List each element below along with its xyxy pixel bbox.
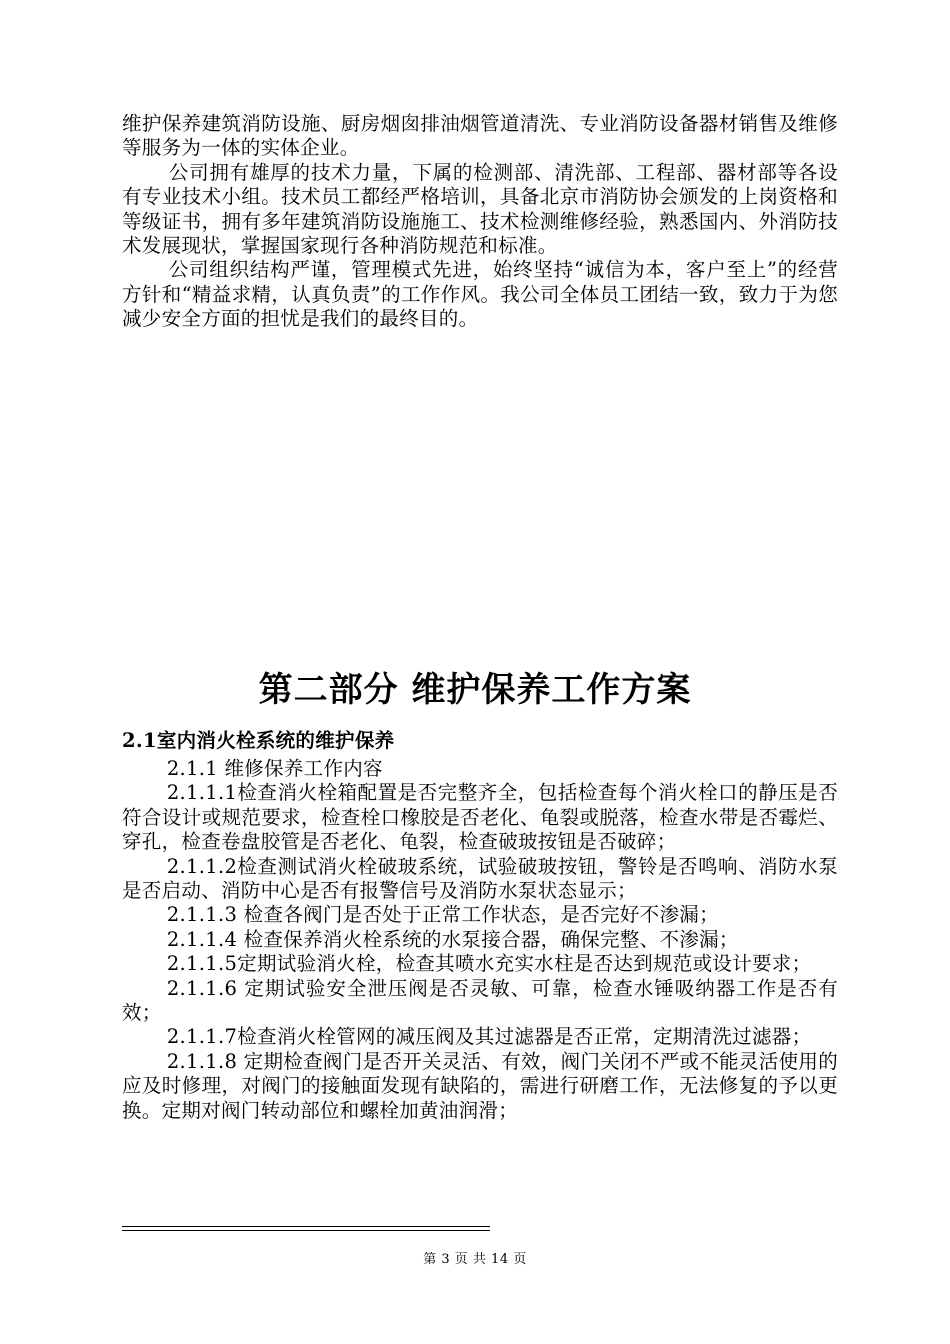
subsection-heading: 2.1.1 维修保养工作内容: [166, 757, 383, 780]
intro-paragraph: 公司拥有雄厚的技术力量，下属的检测部、清洗部、工程部、器材部等各设有专业技术小组。技术员工都经严格培训，具备北京市消防协会颁发的上岗资格和等级证书，拥有多年建筑消防设施施工、技术检测维修经验，熟悉国内、外消防技术发展现状，掌握国家现行各种消防规范和标准。: [122, 160, 838, 258]
intro-paragraph: 公司组织结构严谨，管理模式先进，始终坚持“诚信为本，客户至上”的经营方针和“精益求精，认真负责”的工作作风。我公司全体员工团结一致，致力于为您减少安全方面的担忧是我们的最终目的。: [122, 258, 838, 331]
section-title: 2.1室内消火栓系统的维护保养: [122, 729, 395, 752]
body-paragraph: 2.1.1.6 定期试验安全泄压阀是否灵敏、可靠，检查水锤吸纳器工作是否有效；: [122, 976, 838, 1025]
body-paragraph: 2.1.1.7检查消火栓管网的减压阀及其过滤器是否正常，定期清洗过滤器；: [166, 1025, 812, 1049]
body-paragraph: 2.1.1.1检查消火栓箱配置是否完整齐全，包括检查每个消火栓口的静压是否符合设计或规范要求，检查栓口橡胶是否老化、龟裂或脱落，检查水带是否霉烂、穿孔，检查卷盘胶管是否老化、龟裂，检查破玻按钮是否破碎；: [122, 781, 838, 854]
part-title: 第二部分 维护保养工作方案: [258, 670, 692, 710]
section-body: [122, 757, 838, 1123]
intro-text: [122, 112, 838, 332]
intro-paragraph: 维护保养建筑消防设施、厨房烟囱排油烟管道清洗、专业消防设备器材销售及维修等服务为一体的实体企业。: [122, 112, 838, 160]
footer-divider: [122, 1226, 490, 1231]
body-paragraph: 2.1.1.4 检查保养消火栓系统的水泵接合器，确保完整、不渗漏；: [166, 927, 739, 951]
page-number-footer: 第 3 页 共 14 页: [423, 1252, 527, 1267]
body-paragraph: 2.1.1.2检查测试消火栓破玻系统，试验破玻按钮，警铃是否鸣响、消防水泵是否启动、消防中心是否有报警信号及消防水泵状态显示；: [122, 854, 838, 903]
body-paragraph: 2.1.1.8 定期检查阀门是否开关灵活、有效，阀门关闭不严或不能灵活使用的应及时修理，对阀门的接触面发现有缺陷的，需进行研磨工作，无法修复的予以更换。定期对阀门转动部位和螺栓加黄油润滑；: [122, 1049, 838, 1122]
body-paragraph: 2.1.1.5定期试验消火栓，检查其喷水充实水柱是否达到规范或设计要求；: [166, 952, 812, 976]
body-paragraph: 2.1.1.3 检查各阀门是否处于正常工作状态，是否完好不渗漏；: [166, 903, 719, 927]
